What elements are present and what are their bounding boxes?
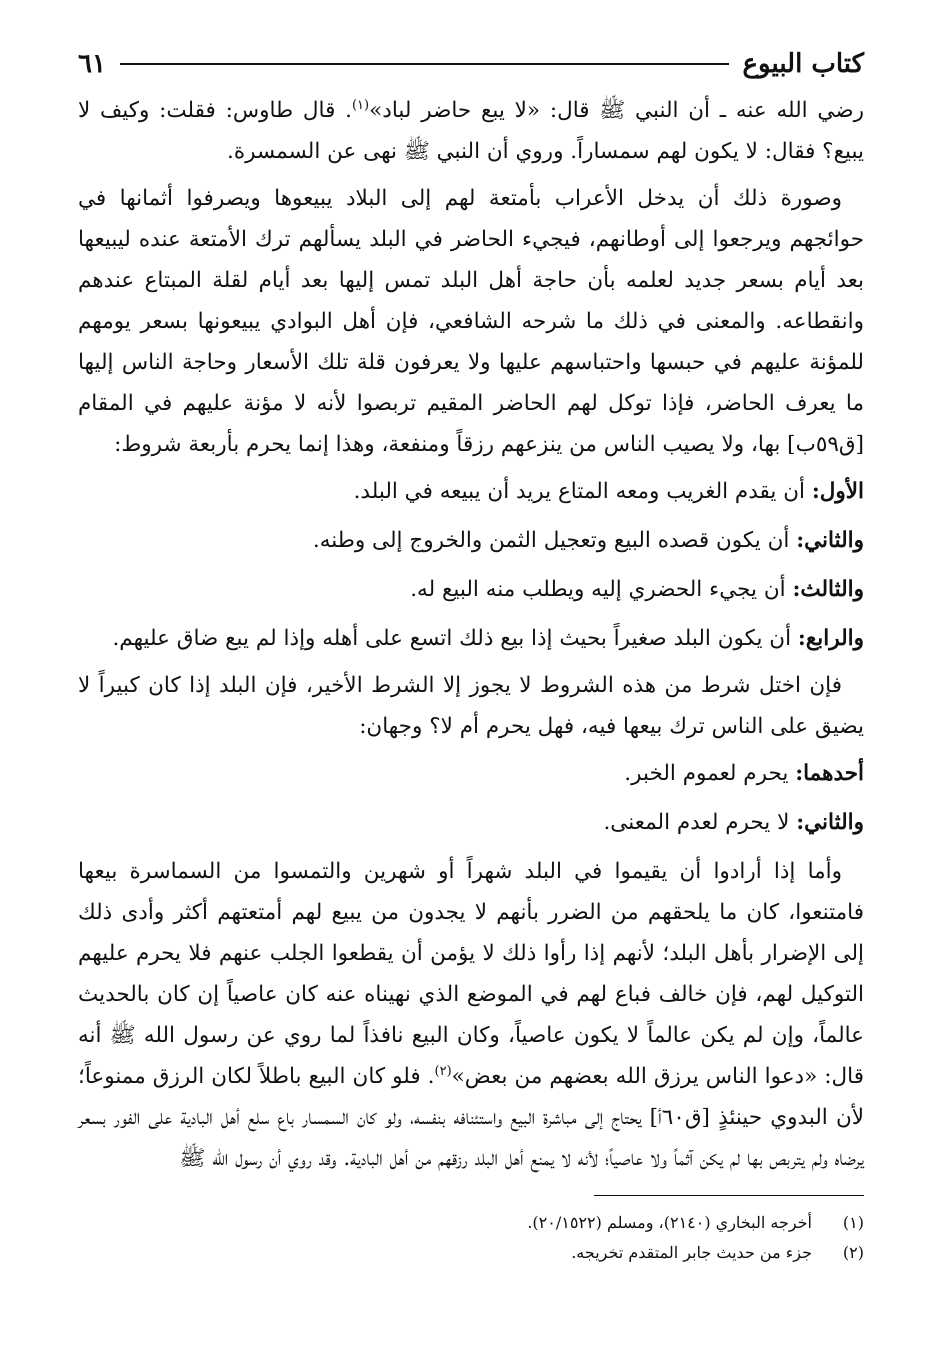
paragraph-3: فإن اختل شرط من هذه الشروط لا يجوز إلا الشرط الأخير، فإن البلد إذا كان كبيراً لا يضيق على الناس ترك بيعها فيه، فهل يحرم أم لا؟ وجهان: [78,673,864,739]
page-number: ٦١ [78,49,106,79]
condition-3 [78,569,864,610]
paragraph-1-rest: . قال طاوس: فقلت: وكيف لا يبيع؟ فقال: لا يكون لهم سمساراً. وروي أن النبي ﷺ نهى عن السمسرة. [78,98,864,164]
condition-2 [78,520,864,561]
condition-1 [78,471,864,512]
paragraph-1-text: رضي الله عنه ـ أن النبي ﷺ قال: «لا يبع حاضر لباد» [369,98,864,123]
view-1 [78,753,864,794]
view-2-text: لا يحرم لعدم المعنى. [603,810,797,835]
paragraph-4 [78,851,864,1179]
footnote-2-text: جزء من حديث جابر المتقدم تخريجه. [571,1243,812,1262]
view-1-lead: أحدهما: [795,761,864,786]
condition-3-text: أن يجيء الحضري إليه ويطلب منه البيع له. [410,577,793,602]
view-1-text: يحرم لعموم الخبر. [624,761,796,786]
condition-2-lead: والثاني: [796,528,864,553]
footnote-1-text: أخرجه البخاري (٢١٤٠)، ومسلم (٢٠/١٥٢٢). [527,1213,812,1232]
paragraph-4-text: وأما إذا أرادوا أن يقيموا في البلد شهراً أو شهرين والتمسوا من السماسرة بيعها فامتنعوا، كان ما يلحقهم من الضرر بأنهم لا يجدون من يبيع لهم أمتعتهم أكثر وأدى ذلك إلى الإضرار بأهل البلد؛ لأنهم إذا رأوا ذلك لا يؤمن أن يقطعوا الجلب عنهم فلا يحرم عليهم التوكيل لهم، فإن خالف فباع لهم في الموضع الذي نهيناه عنه كان عاصياً إن كان بالحديث عالماً، وإن لم يكن عالماً لا يكون عاصياً، وكان البيع نافذاً لما روي عن رسول الله ﷺ أنه قال: «دعوا الناس يرزق الله بعضهم من بعض» [78,859,865,1089]
paragraph-2: وصورة ذلك أن يدخل الأعراب بأمتعة لهم إلى البلاد يبيعوها ويصرفوا أثمانها في حوائجهم ويرجعوا إلى أوطانهم، فيجيء الحاضر في البلد يسألهم ترك الأمتعة عنده ليبيعها بعد أيام بسعر جديد لعلمه بأن حاجة أهل البلد تمس إليها بعد أيام لقلة المبتاع عندهم وانقطاعه. والمعنى في ذلك ما شرحه الشافعي، فإن أهل البوادي يبيعونها بسعر يومهم للمؤنة عليهم في حبسها واحتباسهم عليها ولا يعرفون قلة تلك الأسعار وحاجة الناس إليها ما يعرف الحاضر، فإذا توكل لهم الحاضر المقيم تربصوا لأنه لا مؤنة عليهم في المقام [ق٥٩ب] بها، ولا يصيب الناس من ينزعهم رزقاً ومنفعة، وهذا إنما يحرم بأربعة شروط: [78,186,864,457]
condition-4 [78,618,864,659]
condition-1-text: أن يقدم الغريب ومعه المتاع يريد أن يبيعه في البلد. [353,479,812,504]
paragraph-4-rest: . فلو كان البيع باطلاً لكان الرزق ممنوعاً؛ لأن البدوي حينئذٍ [ق٦٠أ] يحتاج إلى مباشرة البيع واستئنافه بنفسه، ولو كان السمسار باع سلع أهل البادية على الفور بسعر يرضاه ولم يتربص بها لم يكن آثماً ولا عاصياً؛ لأنه لا يمنع أهل البلد رزقهم من أهل البادية. وقد روي أن رسول الله ﷺ [78,1064,864,1171]
footnote-2 [78,1238,864,1268]
footnote-ref-2: (٢) [434,1063,452,1079]
footnote-2-number: (٢) [842,1243,864,1262]
condition-1-lead: الأول: [811,479,864,504]
footnote-1 [78,1208,864,1238]
header-rule [120,63,729,65]
view-2-lead: والثاني: [796,810,864,835]
footnotes [78,1208,864,1268]
condition-3-lead: والثالث: [792,577,864,602]
condition-4-text: أن يكون البلد صغيراً بحيث إذا بيع ذلك اتسع على أهله وإذا لم يبع ضاق عليهم. [112,626,798,651]
page-body [78,90,864,1179]
condition-2-text: أن يكون قصده البيع وتعجيل الثمن والخروج إلى وطنه. [312,528,797,553]
running-header [78,44,864,84]
footnote-ref-1: (١) [351,97,370,113]
chapter-title: كتاب البيوع [742,49,864,79]
condition-4-lead: والرابع: [797,626,864,651]
paragraph-1 [78,90,864,172]
view-2 [78,802,864,843]
footnote-separator [594,1195,864,1196]
footnote-1-number: (١) [842,1213,864,1232]
